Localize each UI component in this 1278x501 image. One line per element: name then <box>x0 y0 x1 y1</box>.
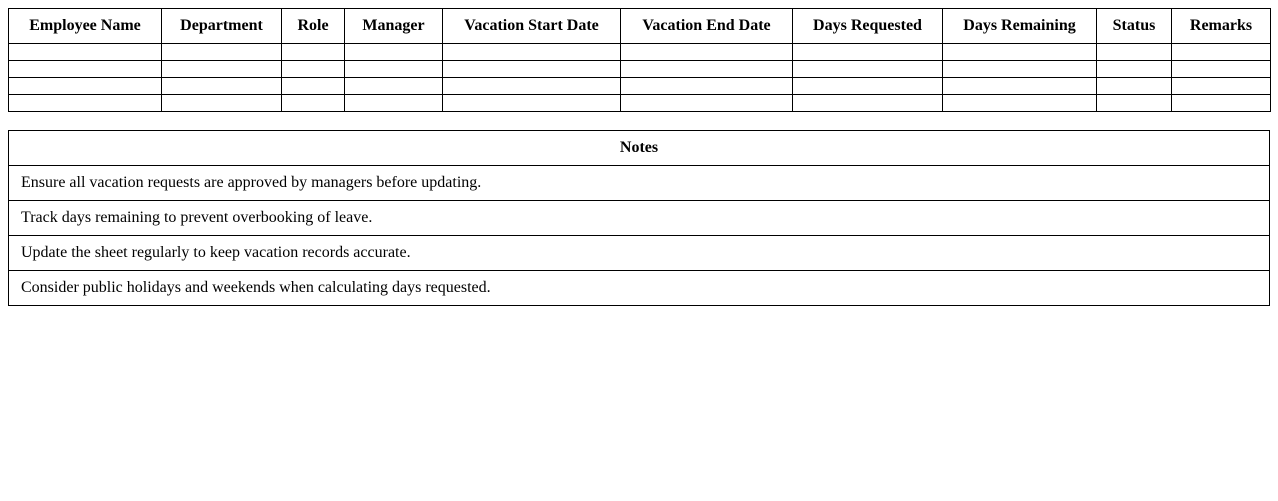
table-cell[interactable] <box>443 44 621 61</box>
table-row <box>9 95 1271 112</box>
table-cell[interactable] <box>443 78 621 95</box>
table-cell[interactable] <box>345 78 443 95</box>
table-cell[interactable] <box>943 78 1097 95</box>
note-item: Update the sheet regularly to keep vacation records accurate. <box>9 236 1270 271</box>
notes-title: Notes <box>9 131 1270 166</box>
header-employee-name: Employee Name <box>9 9 162 44</box>
table-cell[interactable] <box>443 61 621 78</box>
header-role: Role <box>282 9 345 44</box>
table-cell[interactable] <box>1172 78 1271 95</box>
table-cell[interactable] <box>282 61 345 78</box>
note-row <box>9 271 1270 306</box>
table-cell[interactable] <box>9 95 162 112</box>
table-cell[interactable] <box>1172 44 1271 61</box>
table-cell[interactable] <box>162 78 282 95</box>
header-manager: Manager <box>345 9 443 44</box>
table-cell[interactable] <box>793 78 943 95</box>
header-row <box>9 9 1271 44</box>
header-status: Status <box>1097 9 1172 44</box>
table-cell[interactable] <box>943 61 1097 78</box>
table-cell[interactable] <box>1097 44 1172 61</box>
table-cell[interactable] <box>943 44 1097 61</box>
table-cell[interactable] <box>282 44 345 61</box>
note-row <box>9 236 1270 271</box>
notes-header-row <box>9 131 1270 166</box>
header-remarks: Remarks <box>1172 9 1271 44</box>
table-cell[interactable] <box>1097 78 1172 95</box>
note-row <box>9 201 1270 236</box>
table-cell[interactable] <box>345 95 443 112</box>
table-cell[interactable] <box>943 95 1097 112</box>
note-item: Ensure all vacation requests are approved by managers before updating. <box>9 166 1270 201</box>
table-cell[interactable] <box>345 61 443 78</box>
vacation-table <box>8 8 1271 112</box>
table-cell[interactable] <box>345 44 443 61</box>
table-cell[interactable] <box>162 61 282 78</box>
table-cell[interactable] <box>621 44 793 61</box>
table-cell[interactable] <box>1097 95 1172 112</box>
table-cell[interactable] <box>9 61 162 78</box>
table-cell[interactable] <box>621 61 793 78</box>
note-row <box>9 166 1270 201</box>
table-cell[interactable] <box>1172 61 1271 78</box>
header-department: Department <box>162 9 282 44</box>
table-cell[interactable] <box>1172 95 1271 112</box>
table-cell[interactable] <box>282 78 345 95</box>
note-item: Track days remaining to prevent overbooking of leave. <box>9 201 1270 236</box>
table-cell[interactable] <box>443 95 621 112</box>
table-row <box>9 44 1271 61</box>
table-cell[interactable] <box>793 44 943 61</box>
header-days-requested: Days Requested <box>793 9 943 44</box>
table-cell[interactable] <box>9 44 162 61</box>
table-cell[interactable] <box>793 61 943 78</box>
table-cell[interactable] <box>793 95 943 112</box>
table-cell[interactable] <box>1097 61 1172 78</box>
table-cell[interactable] <box>621 78 793 95</box>
header-vacation-end-date: Vacation End Date <box>621 9 793 44</box>
table-row <box>9 78 1271 95</box>
table-cell[interactable] <box>9 78 162 95</box>
notes-table <box>8 130 1270 306</box>
header-vacation-start-date: Vacation Start Date <box>443 9 621 44</box>
note-item: Consider public holidays and weekends when calculating days requested. <box>9 271 1270 306</box>
header-days-remaining: Days Remaining <box>943 9 1097 44</box>
table-cell[interactable] <box>162 44 282 61</box>
table-row <box>9 61 1271 78</box>
table-cell[interactable] <box>282 95 345 112</box>
table-cell[interactable] <box>162 95 282 112</box>
table-cell[interactable] <box>621 95 793 112</box>
